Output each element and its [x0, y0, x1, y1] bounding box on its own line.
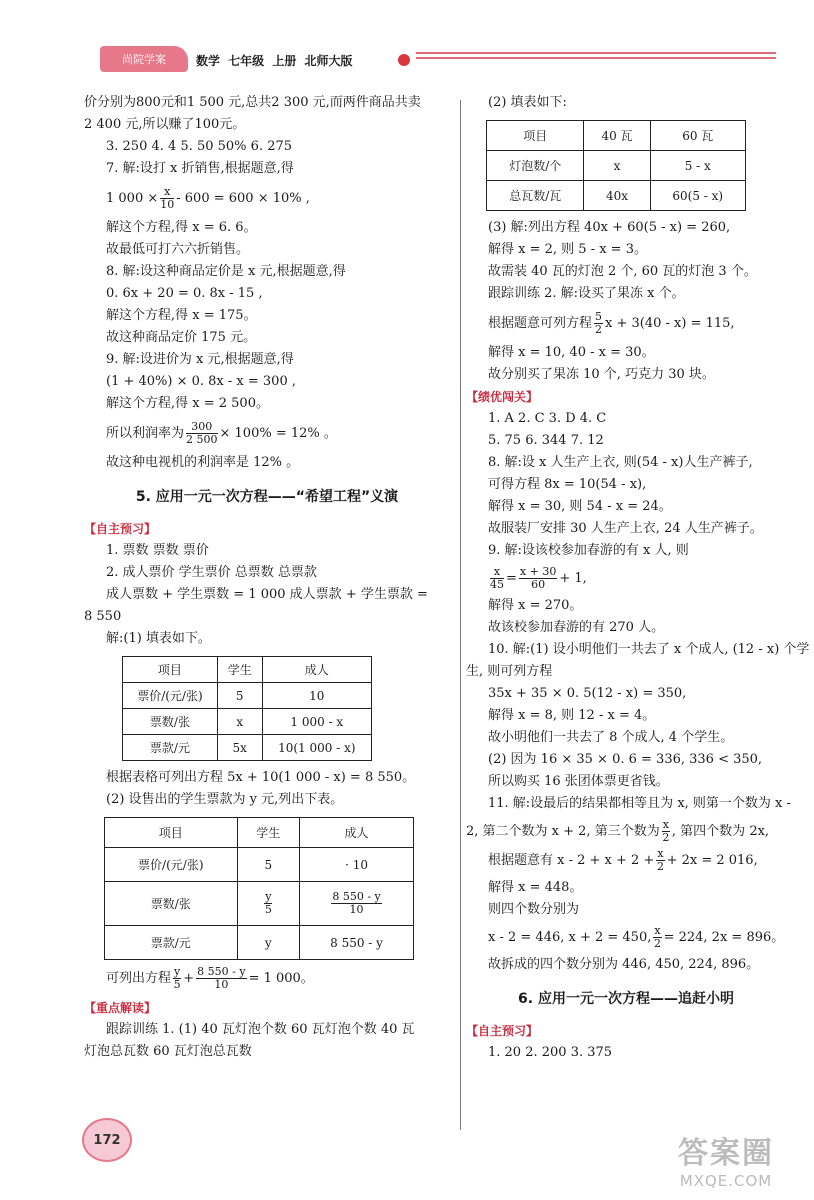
- equation-line: 可得方程 8x = 10(54 - x),: [488, 477, 647, 492]
- fraction: $\frac{5}{2}$: [595, 310, 603, 336]
- equation-line: 根据表格可列出方程 5x + 10(1 000 - x) = 8 550。: [106, 770, 416, 785]
- fraction: $\frac{8 550 - y}{10}$: [197, 965, 246, 991]
- solution-line: 故拆成的四个数分别为 446, 450, 224, 896。: [488, 957, 760, 972]
- page-number-badge: 172: [82, 1118, 132, 1162]
- solution-line: 故该校参加春游的有 270 人。: [488, 620, 665, 635]
- text-line: 2 400 元,所以赚了100元。: [84, 117, 246, 132]
- answer-line: 8 550: [84, 609, 122, 624]
- solution-line: 故分别买了果冻 10 个, 巧克力 30 块。: [488, 367, 715, 382]
- subject-label: 数学 七年级 上册 北师大版: [196, 54, 353, 68]
- equation-line: x - 2 = 446, x + 2 = 450, $\frac{x}{2}$ = 224, 2x = 896。: [488, 924, 785, 950]
- series-logo: 尚院学案: [100, 46, 188, 72]
- section-tag: 【绩优闯关】: [466, 390, 539, 404]
- solution-line: 则四个数分别为: [488, 902, 580, 917]
- fraction: $\frac{y}{5}$: [264, 890, 272, 916]
- fraction: $\frac{x}{2}$: [662, 818, 670, 844]
- answer-line: 3. 250 4. 4 5. 50 50% 6. 275: [106, 139, 293, 154]
- fraction: $\frac{x}{45}$: [490, 565, 504, 591]
- solution-line: 10. 解:(1) 设小明他们一共去了 x 个成人, (12 - x) 个学: [488, 642, 810, 657]
- section-title: 5. 应用一元一次方程——“希望工程”义演: [135, 489, 399, 505]
- right-column: [466, 92, 810, 1064]
- watermark: 答案圈 MXQE.COM: [678, 1136, 774, 1190]
- equation-line: (3) 解:列出方程 40x + 60(5 - x) = 260,: [488, 220, 731, 235]
- equation-line: (1 + 40%) × 0. 8x - x = 300 ,: [106, 374, 296, 389]
- solution-line: 故这种电视机的利润率是 12% 。: [106, 455, 300, 470]
- solution-line: 解得 x = 10, 40 - x = 30。: [488, 345, 655, 360]
- solution-line: (2) 填表如下:: [488, 95, 567, 110]
- equation-line: 根据题意有 x - 2 + x + 2 + $\frac{x}{2}$ + 2x = 2 016,: [488, 847, 758, 873]
- section-title: 6. 应用一元一次方程——追赶小明: [518, 991, 734, 1007]
- fraction: $\frac{x}{2}$: [656, 847, 664, 873]
- solution-line: 解得 x = 8, 则 12 - x = 4。: [488, 708, 656, 723]
- equation-line: $\frac{x}{45}$ = $\frac{x + 30}{60}$ + 1,: [490, 565, 587, 591]
- answer-line: 成人票数 + 学生票数 = 1 000 成人票款 + 学生票款 =: [106, 587, 428, 602]
- equation-line: 2, 第二个数为 x + 2, 第三个数为 $\frac{x}{2}$ , 第四个数为 2x,: [466, 818, 770, 844]
- solution-line: 解这个方程,得 x = 6. 6。: [106, 220, 257, 235]
- solution-line: 解得 x = 30, 则 54 - x = 24。: [488, 499, 672, 514]
- fraction: $\frac{x}{2}$: [653, 924, 661, 950]
- solution-line: 跟踪训练 2. 解:设买了果冻 x 个。: [488, 286, 685, 301]
- column-divider: [460, 100, 461, 1130]
- solution-line: 解这个方程,得 x = 175。: [106, 308, 257, 323]
- answer-line: 1. 票数 票数 票价: [106, 543, 209, 558]
- fraction: $\frac{x}{10}$: [160, 185, 175, 211]
- fraction: $\frac{x + 30}{60}$: [519, 565, 557, 591]
- solution-line: 解得 x = 2, 则 5 - x = 3。: [488, 242, 647, 257]
- bulb-table: 项目 40 瓦 60 瓦 灯泡数/个 x 5 - x 总瓦数/瓦 40x 60(5 - x): [486, 120, 746, 211]
- equation-line: 所以利润率为 $\frac{300}{2 500}$ × 100% = 12% 。: [106, 420, 337, 446]
- solution-line: (2) 因为 16 × 35 × 0. 6 = 336, 336 < 350,: [488, 752, 763, 767]
- solution-line: 故需装 40 瓦的灯泡 2 个, 60 瓦的灯泡 3 个。: [488, 264, 757, 279]
- answer-line: 跟踪训练 1. (1) 40 瓦灯泡个数 60 瓦灯泡个数 40 瓦: [106, 1022, 415, 1037]
- equation-line: 0. 6x + 20 = 0. 8x - 15 ,: [106, 286, 263, 301]
- answer-line: 灯泡总瓦数 60 瓦灯泡总瓦数: [84, 1044, 252, 1059]
- solution-line: 7. 解:设打 x 折销售,根据题意,得: [106, 161, 294, 176]
- fraction: $\frac{y}{5}$: [173, 965, 181, 991]
- header-rule: [416, 52, 776, 62]
- fraction: $\frac{300}{2 500}$: [186, 420, 218, 446]
- section-tag: 【自主预习】: [466, 1024, 539, 1038]
- equation-line: 根据题意可列方程 $\frac{5}{2}$ x + 3(40 - x) = 115,: [488, 310, 735, 336]
- solution-line: 故小明他们一共去了 8 个成人, 4 个学生。: [488, 730, 734, 745]
- solution-line: 故这种商品定价 175 元。: [106, 330, 257, 345]
- fraction: $\frac{8 550 - y}{10}$: [332, 890, 381, 916]
- answer-line: 1. A 2. C 3. D 4. C: [488, 411, 607, 426]
- solution-line: 解这个方程,得 x = 2 500。: [106, 396, 269, 411]
- text-line: 价分别为800元和1 500 元,总共2 300 元,而两件商品共卖: [84, 95, 421, 110]
- answer-line: 5. 75 6. 344 7. 12: [488, 433, 604, 448]
- solution-line: 9. 解:设进价为 x 元,根据题意,得: [106, 352, 294, 367]
- left-column: [84, 92, 450, 1063]
- solution-line: 生, 则可列方程: [466, 664, 553, 679]
- page-header: [100, 44, 780, 76]
- solution-line: (2) 设售出的学生票款为 y 元,列出下表。: [106, 792, 344, 807]
- section-tag: 【自主预习】: [84, 522, 157, 536]
- solution-line: 8. 解:设这种商品定价是 x 元,根据题意,得: [106, 264, 346, 279]
- solution-line: 所以购买 16 张团体票更省钱。: [488, 774, 669, 789]
- solution-line: 解:(1) 填表如下。: [106, 631, 211, 646]
- solution-line: 故服装厂安排 30 人生产上衣, 24 人生产裤子。: [488, 521, 763, 536]
- solution-line: 解得 x = 270。: [488, 598, 583, 613]
- solution-line: 8. 解:设 x 人生产上衣, 则(54 - x)人生产裤子,: [488, 455, 753, 470]
- solution-line: 解得 x = 448。: [488, 880, 583, 895]
- equation-line: 35x + 35 × 0. 5(12 - x) = 350,: [488, 686, 687, 701]
- ticket-table-1: 项目 学生 成人 票价/(元/张) 5 10 票数/张 x 1 000 - x 票款/元 5x 10(1 000 - x): [122, 656, 372, 761]
- answer-line: 1. 20 2. 200 3. 375: [488, 1045, 613, 1060]
- solution-line: 故最低可打六六折销售。: [106, 242, 250, 257]
- equation-line: 可列出方程 $\frac{y}{5}$ + $\frac{8 550 - y}{10}$ = 1 000。: [106, 965, 314, 991]
- equation-line: 1 000 × $\frac{x}{10}$ - 600 = 600 × 10% ,: [106, 185, 310, 211]
- section-tag: 【重点解读】: [84, 1001, 157, 1015]
- solution-line: 9. 解:设该校参加春游的有 x 人, 则: [488, 543, 689, 558]
- answer-line: 2. 成人票价 学生票价 总票数 总票款: [106, 565, 317, 580]
- solution-line: 11. 解:设最后的结果都相等且为 x, 则第一个数为 x -: [488, 796, 791, 811]
- header-dot-icon: [398, 54, 410, 66]
- ticket-table-2: 项目 学生 成人 票价/(元/张) 5 · 10 票数/张 $\frac{y}{5}$ $\frac{8 550 - y}{10}$ 票款/元 y 8 550 - y: [104, 817, 414, 960]
